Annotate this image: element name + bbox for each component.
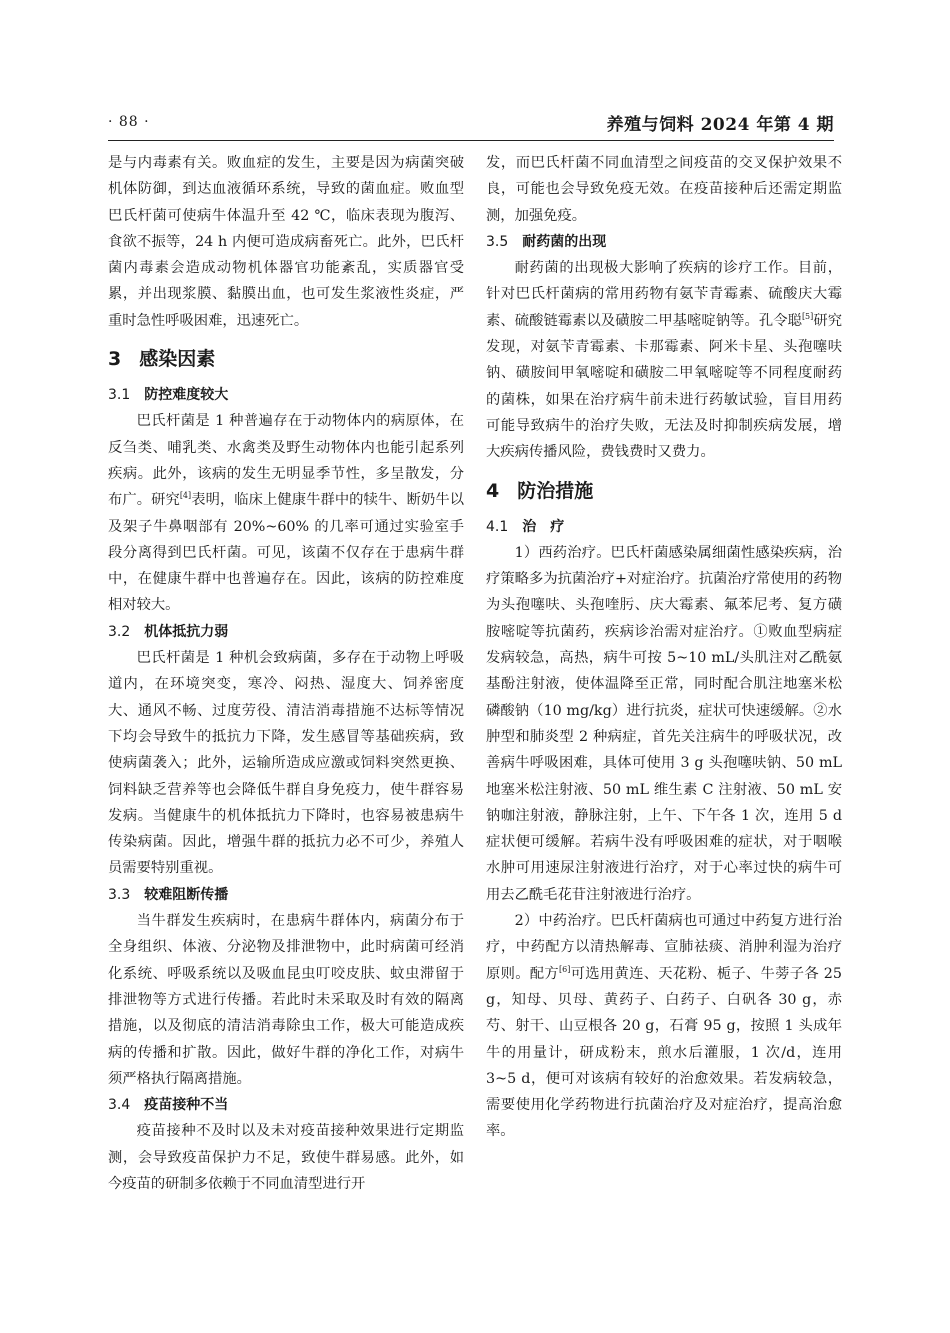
subsection-number: 3.1	[108, 387, 131, 404]
paragraph-continued: 发，而巴氏杆菌不同血清型之间疫苗的交叉保护效果不良，可能也会导致免疫无效。在疫苗接种后还需定期监测，加强免疫。	[486, 155, 842, 224]
subsection-number: 3.2	[108, 623, 131, 640]
paragraph-continued: 是与内毒素有关。败血症的发生，主要是因为病菌突破机体防御，到达血液循环系统，导致的菌血症。败血型巴氏杆菌可使病牛体温升至 42 ℃，临床表现为腹泻、食欲不振等，24 h 内便可造成病畜死亡。此外，巴氏杆菌内毒素会造成动物机体器官功能紊乱，实质器官受累，并出现浆膜、黏膜出血，也可发生浆液性炎症，严重时急性呼吸困难，迅速死亡。	[108, 155, 464, 329]
paragraph-chinese-medicine	[486, 908, 842, 1145]
subsection-title: 机体抵抗力弱	[144, 623, 229, 640]
section-3-4-heading	[108, 1092, 464, 1118]
subsection-number: 4.1	[486, 518, 509, 535]
citation-ref: [4]	[179, 491, 192, 501]
subsection-title: 治 疗	[522, 518, 565, 535]
right-column	[486, 150, 842, 1145]
subsection-title: 防控难度较大	[144, 387, 229, 404]
section-number: 4	[486, 479, 500, 502]
citation-ref: [5]	[801, 312, 814, 322]
citation-ref: [6]	[559, 964, 571, 974]
subsection-title: 疫苗接种不当	[144, 1097, 229, 1114]
section-4-1-heading	[486, 514, 842, 540]
section-3-heading	[108, 346, 464, 372]
section-3-5-heading	[486, 229, 842, 255]
left-column	[108, 150, 464, 1197]
paragraph-3-4: 疫苗接种不及时以及未对疫苗接种效果进行定期监测，会导致疫苗保护力不足，致使牛群易感。此外，如今疫苗的研制多依赖于不同血清型进行开	[108, 1123, 464, 1192]
paragraph-3-2: 巴氏杆菌是 1 种机会致病菌，多存在于动物上呼吸道内，在环境突变，寒冷、闷热、湿度大、饲养密度大、通风不畅、过度劳役、清洁消毒措施不达标等情况下均会导致牛的抵抗力下降，发生感冒等基础疾病，致使病菌袭入；此外，运输所造成应激或饲料突然更换、饲料缺乏营养等也会降低牛群自身免疫力，使牛群容易发病。当健康牛的机体抵抗力下降时，也容易被患病牛传染病菌。因此，增强牛群的抵抗力必不可少，养殖人员需要特别重视。	[108, 650, 464, 877]
subsection-number: 3.4	[108, 1097, 131, 1114]
section-3-2-heading	[108, 619, 464, 645]
section-3-3-heading	[108, 882, 464, 908]
text: 可选用黄连、天花粉、栀子、牛蒡子各 25 g，知母、贝母、黄药子、白药子、白矾各 30 g，赤芍、射干、山豆根各 20 g，石膏 95 g，按照 1 头成年牛的用量计，研成粉末，煎水后灌服，1 次/d，连用 3~5 d，便可对该病有较好的治愈效果。若发病较急，需要使用化学药物进行抗菌治疗及对症治疗，提高治愈率。	[486, 965, 842, 1140]
section-title: 防治措施	[517, 479, 594, 502]
page-header	[108, 110, 834, 140]
paragraph-western-medicine: 1）西药治疗。巴氏杆菌感染属细菌性感染疾病，治疗策略多为抗菌治疗+对症治疗。抗菌治疗常使用的药物为头孢噻呋、头孢喹肟、庆大霉素、氟苯尼考、复方磺胺嘧啶等抗菌药，疾病诊治需对症治疗。①败血型病症发病较急，高热，病牛可按 5~10 mL/头肌注对乙酰氨基酚注射液，使体温降至正常，同时配合肌注地塞米松磷酸钠（10 mg/kg）进行抗炎，症状可快速缓解。②水肿型和肺炎型 2 种病症，首先关注病牛的呼吸状况，改善病牛呼吸困难，具体可使用 3 g 头孢噻呋钠、50 mL 地塞米松注射液、50 mL 维生素 C 注射液、50 mL 安钠咖注射液，静脉注射，上午、下午各 1 次，连用 5 d 症状便可缓解。若病牛没有呼吸困难的症状，对于咽喉水肿可用速尿注射液进行治疗，对于心率过快的病牛可用去乙酰毛花苷注射液进行治疗。	[486, 544, 842, 903]
paragraph-3-3: 当牛群发生疾病时，在患病牛群体内，病菌分布于全身组织、体液、分泌物及排泄物中，此时病菌可经消化系统、呼吸系统以及吸血昆虫叮咬皮肤、蚊虫滞留于排泄物等方式进行传播。若此时未采取及时有效的隔离措施，以及彻底的清洁消毒除虫工作，极大可能造成疾病的传播和扩散。因此，做好牛群的净化工作，对病牛须严格执行隔离措施。	[108, 913, 464, 1087]
text: 巴氏杆菌是 1 种普遍存在于动物体内的病原体，在反刍类、哺乳类、水禽类及野生动物体内也能引起系列疾病。此外，该病的发生无明显季节性，多呈散发，分布广。研究	[108, 413, 464, 509]
subsection-title: 较难阻断传播	[144, 886, 229, 903]
page-number: · 88 ·	[108, 114, 150, 130]
text: 2）中药治疗。巴氏杆菌病也可通过中药复方进行治疗，中药配方以清热解毒、宣肺祛痰、消肿利湿为治疗原则。配方	[486, 913, 842, 982]
section-4-heading	[486, 478, 842, 504]
subsection-number: 3.5	[486, 233, 509, 250]
section-number: 3	[108, 348, 122, 371]
paragraph-3-1	[108, 408, 464, 618]
section-title: 感染因素	[139, 348, 216, 371]
text: 研究发现，对氨苄青霉素、卡那霉素、阿米卡星、头孢噻呋钠、磺胺间甲氧嘧啶和磺胺二甲氧嘧啶等不同程度耐药的菌株，如果在治疗病牛前未进行药敏试验，盲目用药可能导致病牛的治疗失败，无法及时抑制疾病发展，增大疾病传播风险，费钱费时又费力。	[486, 312, 843, 461]
header-rule	[108, 140, 834, 141]
section-3-1-heading	[108, 382, 464, 408]
journal-title: 养殖与饲料 2024 年第 4 期	[606, 115, 834, 135]
text: 耐药菌的出现极大影响了疾病的诊疗工作。目前，针对巴氏杆菌病的常用药物有氨苄青霉素、硫酸庆大霉素、硫酸链霉素以及磺胺二甲基嘧啶钠等。孔令聪	[486, 260, 842, 329]
text: 表明，临床上健康牛群中的犊牛、断奶牛以及架子牛鼻咽部有 20%~60% 的几率可通过实验室手段分离得到巴氏杆菌。可见，该菌不仅存在于患病牛群中，在健康牛群中也普遍存在。因此，该病的防控难度相对较大。	[108, 492, 465, 614]
paragraph-3-5	[486, 255, 842, 465]
subsection-title: 耐药菌的出现	[522, 233, 607, 250]
subsection-number: 3.3	[108, 886, 131, 903]
